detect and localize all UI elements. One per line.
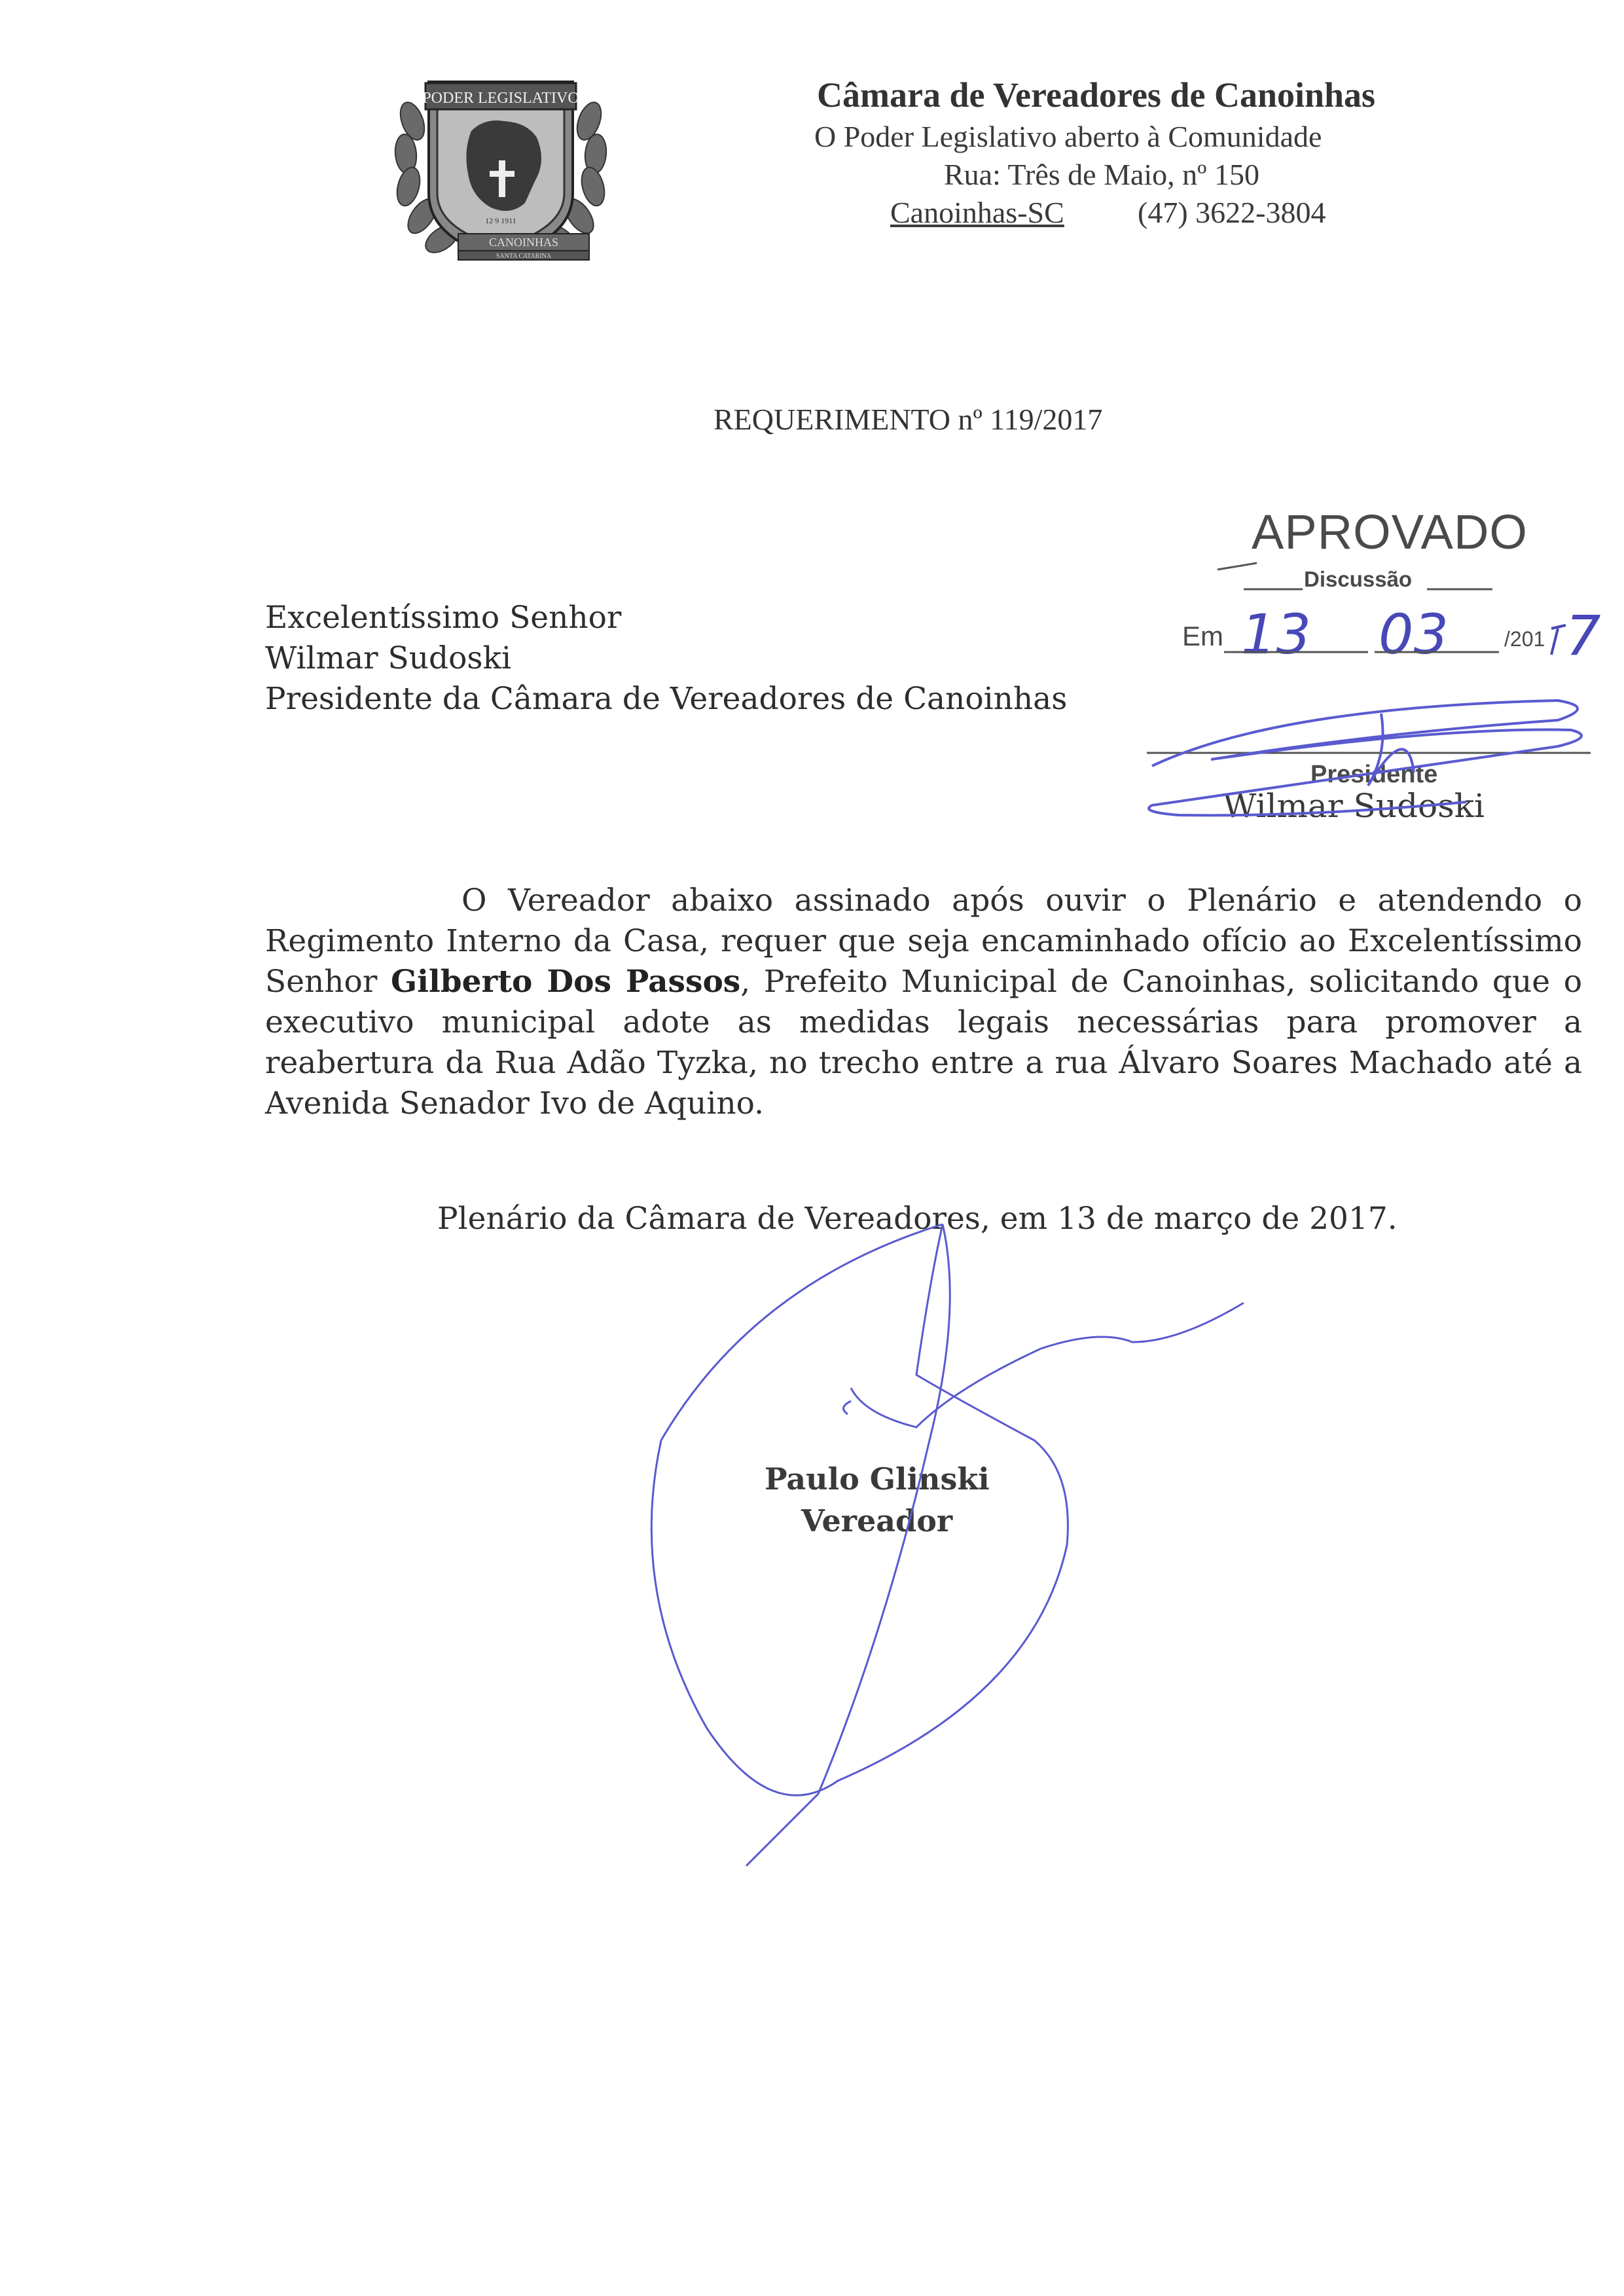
chamber-city: Canoinhas-SC — [890, 196, 1064, 229]
stamp-date-prefix: Em — [1182, 621, 1223, 651]
stamp-approved-label: APROVADO — [1252, 505, 1528, 559]
chamber-slogan: O Poder Legislativo aberto à Comunidade — [814, 120, 1322, 153]
request-body — [265, 881, 1582, 1124]
chamber-name: Câmara de Vereadores de Canoinhas — [817, 75, 1376, 115]
handwritten-year: 7 — [1566, 604, 1601, 668]
vereador-signature — [651, 1224, 1244, 1866]
closing-line: Plenário da Câmara de Vereadores, em 13 de março de 2017. — [437, 1201, 1398, 1237]
chamber-phone: (47) 3622-3804 — [1138, 196, 1326, 229]
addressee-salutation: Excelentíssimo Senhor — [265, 600, 622, 636]
handwritten-year-stroke — [1551, 625, 1566, 655]
signatory-role: Vereador — [801, 1503, 953, 1539]
addressee-name: Wilmar Sudoski — [265, 640, 512, 676]
chamber-seal-logo — [386, 62, 615, 272]
stamp-president-label: Presidente — [1310, 761, 1438, 788]
body-mayor-name: Gilberto Dos Passos — [390, 964, 741, 1000]
addressee-title: Presidente da Câmara de Vereadores de Canoinhas — [265, 681, 1068, 717]
stamp-discussion-label: Discussão — [1304, 567, 1413, 591]
handwritten-month: 03 — [1379, 602, 1449, 666]
chamber-address: Rua: Três de Maio, nº 150 — [944, 158, 1259, 191]
body-text-part1: O Vereador abaixo assinado após ouvir o Plenário e atendendo o Regimento Interno da Casa, requer que seja encaminhado ofício ao Excelentíssimo Senhor — [265, 883, 1582, 1000]
svg-text:PODER LEGISLATIVO: PODER LEGISLATIVO — [422, 90, 579, 107]
svg-text:12 9 1911: 12 9 1911 — [485, 216, 516, 225]
body-text-part2: , Prefeito Municipal de Canoinhas, solicitando que o executivo municipal adote as medidas legais necessárias para promover a reabertura da Rua Adão Tyzka, no trecho entre a rua Álvaro Soares Machado até a Avenida Senador Ivo de Aquino. — [265, 964, 1582, 1121]
stamp-year-prefix: /201 — [1504, 627, 1545, 651]
svg-text:SANTA CATARINA: SANTA CATARINA — [496, 253, 552, 260]
handwritten-day: 13 — [1241, 602, 1311, 666]
document-title: REQUERIMENTO nº 119/2017 — [713, 403, 1103, 436]
signatory-name: Paulo Glinski — [765, 1461, 990, 1497]
stamp-president-name: Wilmar Sudoski — [1223, 787, 1485, 825]
svg-text:CANOINHAS: CANOINHAS — [488, 236, 559, 249]
